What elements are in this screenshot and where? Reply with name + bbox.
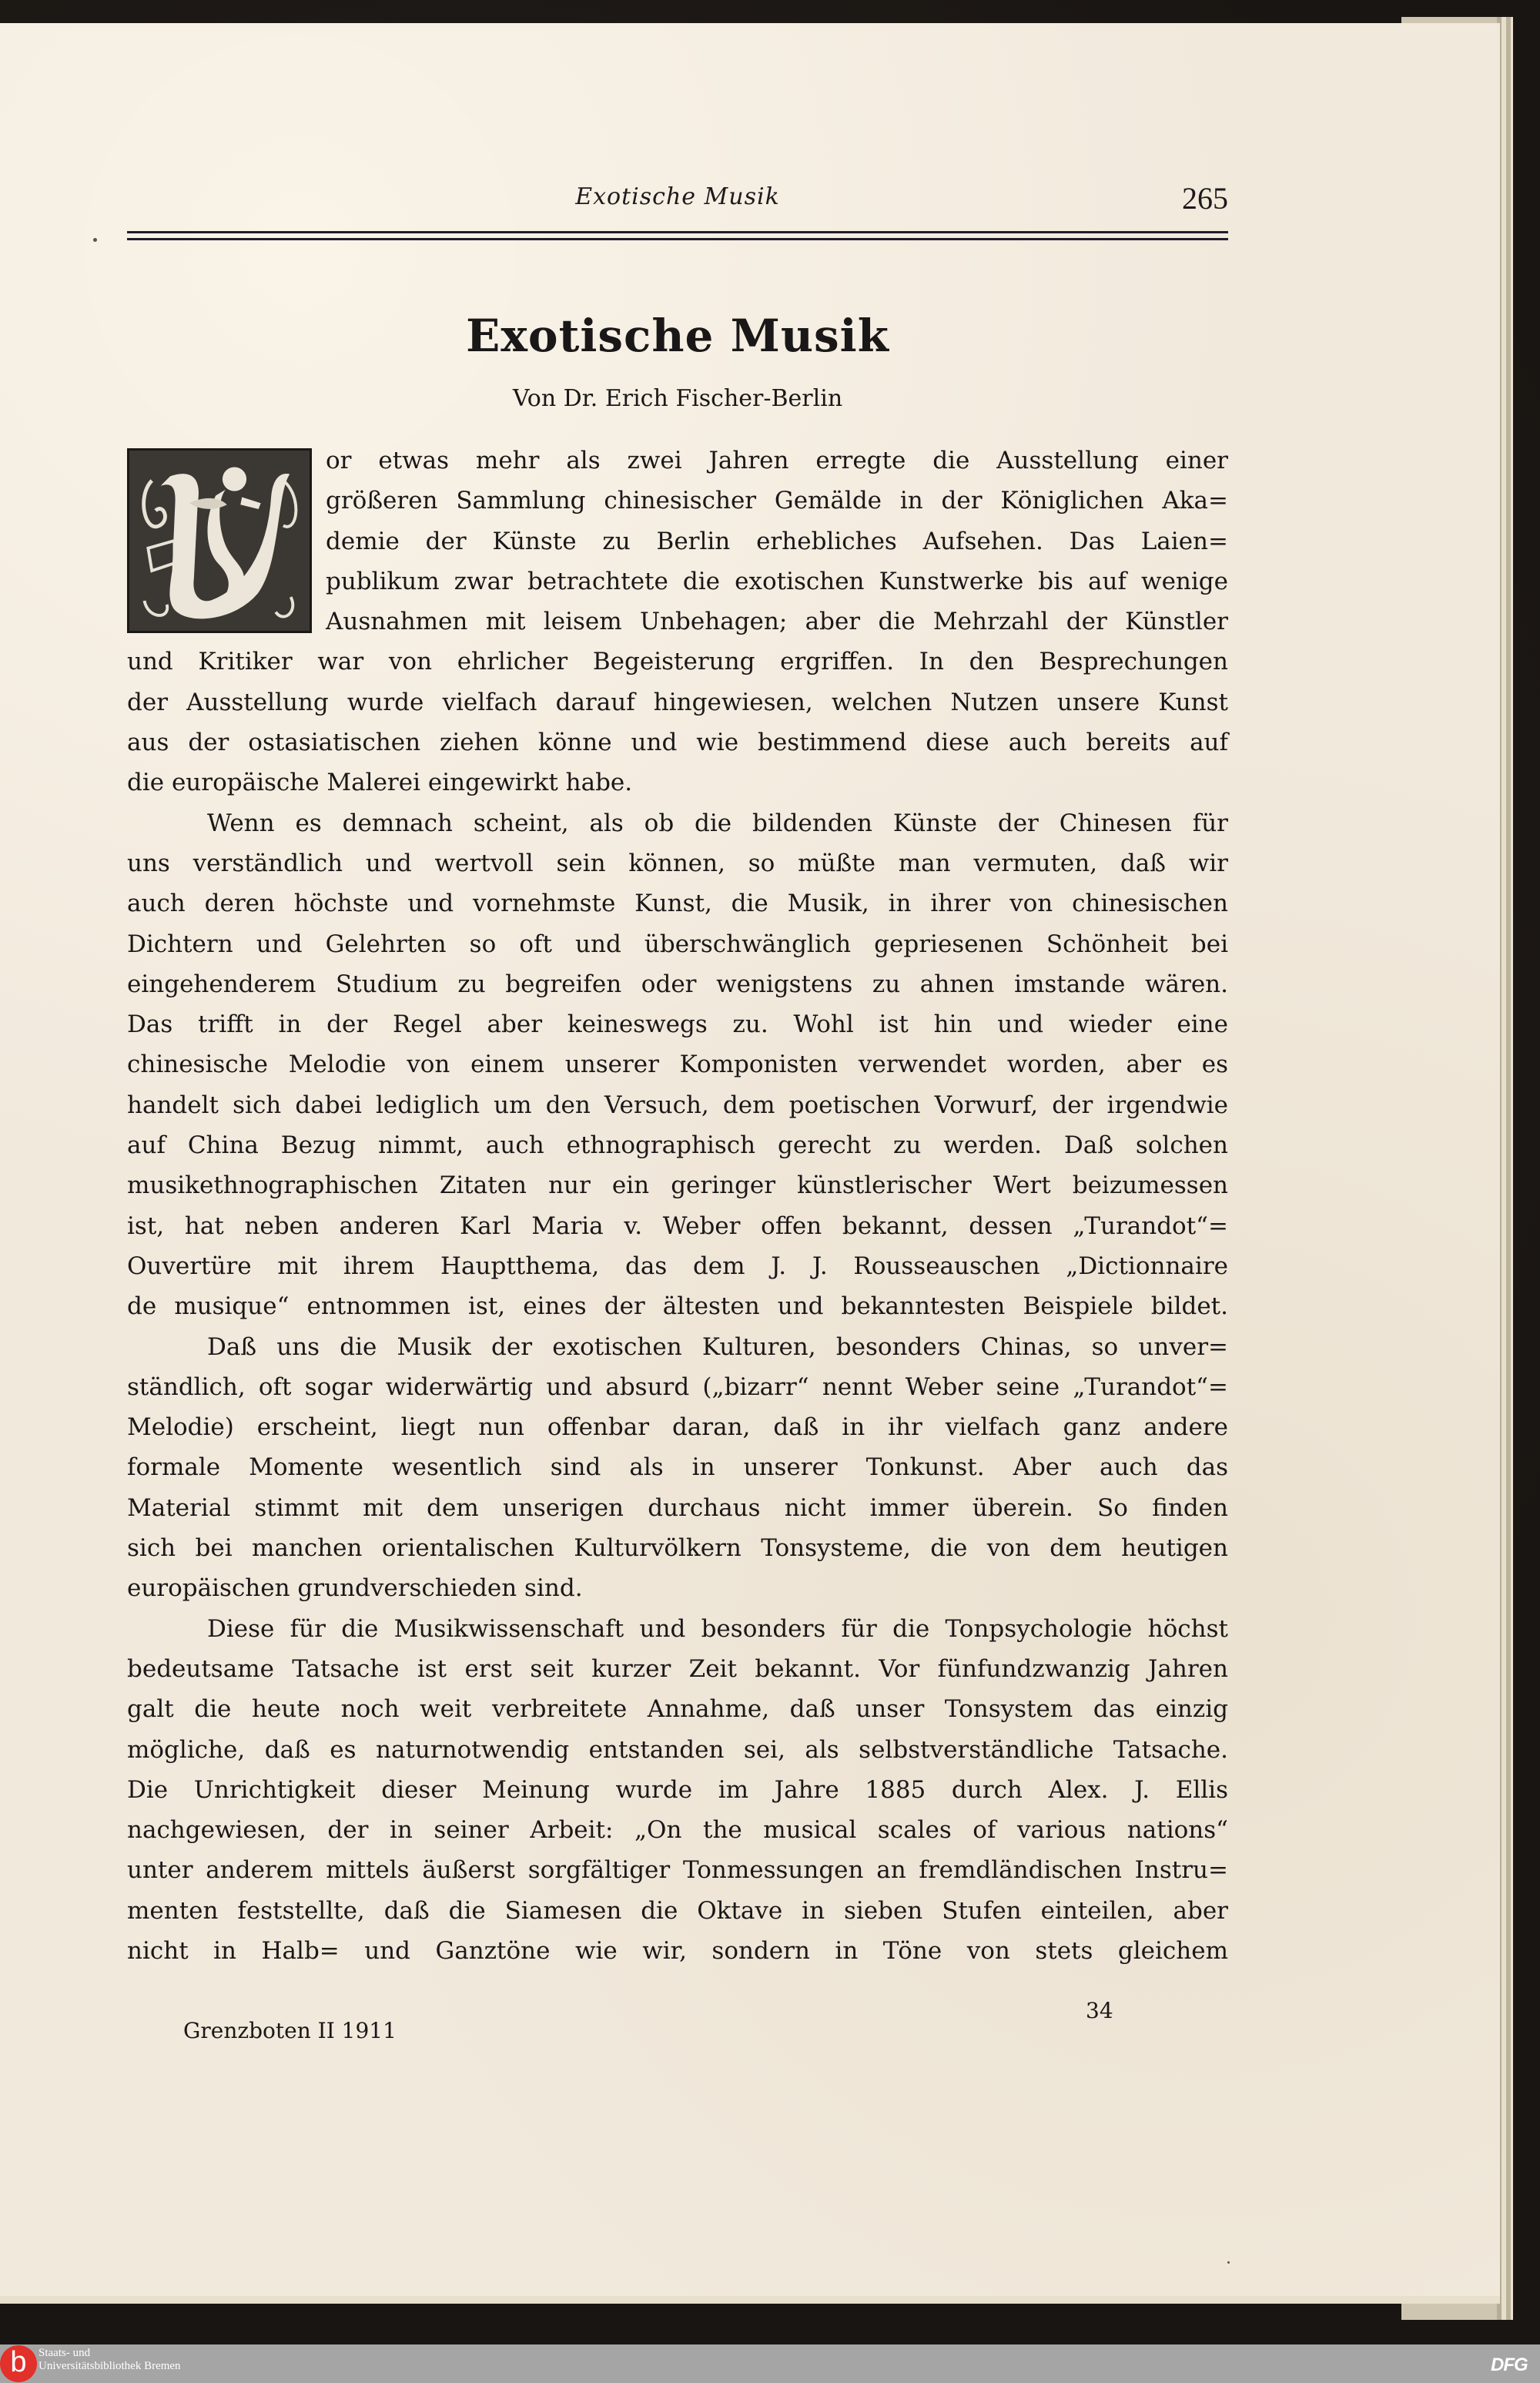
library-name-line1: Staats- und <box>38 2347 91 2359</box>
text-line: menten feststellte, daß die Siamesen die Oktave in sieben Stufen einteilen, aber <box>127 1896 1228 1925</box>
text-line: bedeutsame Tatsache ist erst seit kurzer Zeit bekannt. Vor fünfundzwanzig Jahren <box>127 1654 1228 1683</box>
text-line: publikum zwar betrachtete die exotischen Kunstwerke bis auf wenige <box>326 567 1228 595</box>
text-line: eingehenderem Studium zu begreifen oder wenigstens zu ahnen imstande wären. <box>127 970 1228 998</box>
speck <box>1227 2261 1230 2264</box>
text-line: Die Unrichtigkeit dieser Meinung wurde im Jahre 1885 durch Alex. J. Ellis <box>127 1775 1228 1804</box>
text-line: Dichtern und Gelehrten so oft und überschwänglich gepriesenen Schönheit bei <box>127 930 1228 958</box>
text-line: Ouvertüre mit ihrem Hauptthema, das dem J. J. Rousseauschen „Dictionnaire <box>127 1252 1228 1280</box>
sheet-number: 34 <box>1086 1998 1113 2023</box>
text-line: mögliche, daß es naturnotwendig entstanden sei, als selbstverständliche Tatsache. <box>127 1735 1228 1764</box>
library-name-line2: Universitätsbibliothek Bremen <box>38 2360 181 2372</box>
article-title: Exotische Musik <box>466 310 889 362</box>
text-line: Ausnahmen mit leisem Unbehagen; aber die Mehrzahl der Künstler <box>326 608 1228 636</box>
text-line: handelt sich dabei lediglich um den Versuch, dem poetischen Vorwurf, der irgendwie <box>127 1091 1228 1119</box>
text-line: chinesische Melodie von einem unserer Komponisten verwendet worden, aber es <box>127 1051 1228 1079</box>
text-line: Diese für die Musikwissenschaft und besonders für die Tonpsychologie höchst <box>207 1614 1228 1643</box>
text-line: Material stimmt mit dem unserigen durchaus nicht immer überein. So finden <box>127 1493 1228 1522</box>
article-body <box>127 441 1228 1971</box>
viewer-footer-bar <box>0 2344 1540 2383</box>
text-line: nachgewiesen, der in seiner Arbeit: „On the musical scales of various nations“ <box>127 1816 1228 1845</box>
text-line: und Kritiker war von ehrlicher Begeisterung ergriffen. In den Besprechungen <box>127 648 1228 676</box>
text-line: unter anderem mittels äußerst sorgfältiger Tonmessungen an fremdländischen Instru= <box>127 1856 1228 1885</box>
library-logo-icon[interactable]: b <box>0 2345 37 2382</box>
text-line: uns verständlich und wertvoll sein können, so müßte man vermuten, daß wir <box>127 849 1228 877</box>
text-line: or etwas mehr als zwei Jahren erregte die Ausstellung einer <box>326 447 1228 474</box>
article-author: Von Dr. Erich Fischer-Berlin <box>512 385 843 412</box>
speck <box>93 238 97 242</box>
running-header <box>127 183 1228 222</box>
text-line: Das trifft in der Regel aber keineswegs zu. Wohl ist hin und wieder eine <box>127 1011 1228 1039</box>
text-line: galt die heute noch weit verbreitete Annahme, daß unser Tonsystem das einzig <box>127 1695 1228 1724</box>
text-line: größeren Sammlung chinesischer Gemälde in der Königlichen Aka= <box>326 487 1228 515</box>
text-line: de musique“ entnommen ist, eines der ältesten und bekanntesten Beispiele bildet. <box>127 1292 1228 1321</box>
text-line: Daß uns die Musik der exotischen Kulturen, besonders Chinas, so unver= <box>207 1332 1228 1361</box>
text-line: demie der Künste zu Berlin erhebliches Aufsehen. Das Laien= <box>326 527 1228 555</box>
page-number: 265 <box>1182 181 1228 216</box>
text-line: aus der ostasiatischen ziehen könne und wie bestimmend diese auch bereits auf <box>127 729 1228 757</box>
text-line: musikethnographischen Zitaten nur ein geringer künstlerischer Wert beizumessen <box>127 1171 1228 1200</box>
text-line: formale Momente wesentlich sind als in unserer Tonkunst. Aber auch das <box>127 1453 1228 1482</box>
text-line: auf China Bezug nimmt, auch ethnographisch gerecht zu werden. Daß solchen <box>127 1131 1228 1160</box>
publication-signature: Grenzboten II 1911 <box>183 2018 397 2043</box>
text-line: nicht in Halb= und Ganztöne wie wir, sondern in Töne von stets gleichem <box>127 1936 1228 1965</box>
dfg-logo[interactable]: DFG <box>1491 2355 1528 2375</box>
running-header-title: Exotische Musik <box>575 183 780 210</box>
text-line: die europäische Malerei eingewirkt habe. <box>127 769 633 797</box>
text-line: sich bei manchen orientalischen Kulturvölkern Tonsysteme, die von dem heutigen <box>127 1534 1228 1563</box>
text-line: ist, hat neben anderen Karl Maria v. Weber offen bekannt, dessen „Turandot“= <box>127 1212 1228 1240</box>
text-line: Wenn es demnach scheint, als ob die bildenden Künste der Chinesen für <box>207 809 1228 837</box>
header-double-rule <box>127 231 1228 240</box>
text-line: ständlich, oft sogar widerwärtig und absurd („bizarr“ nennt Weber seine „Turandot“= <box>127 1372 1228 1401</box>
text-line: Melodie) erscheint, liegt nun offenbar daran, daß in ihr vielfach ganz andere <box>127 1413 1228 1442</box>
library-name[interactable] <box>38 2347 181 2373</box>
text-line: auch deren höchste und vornehmste Kunst, die Musik, in ihrer von chinesischen <box>127 890 1228 918</box>
text-line: der Ausstellung wurde vielfach darauf hingewiesen, welchen Nutzen unsere Kunst <box>127 688 1228 716</box>
text-line: europäischen grundverschieden sind. <box>127 1574 583 1603</box>
